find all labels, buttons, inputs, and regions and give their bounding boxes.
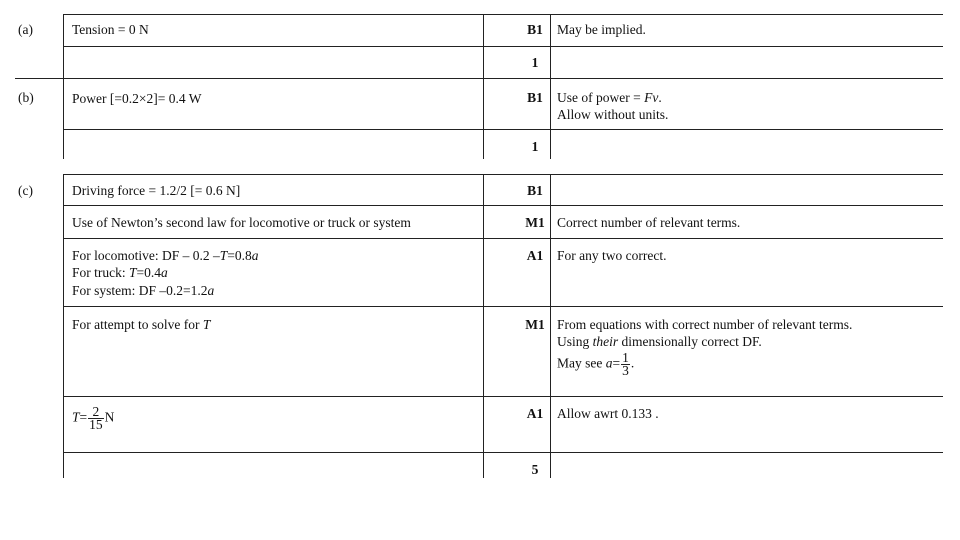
part-c-row5-answer — [72, 406, 114, 431]
part-c-row4-answer — [72, 316, 210, 333]
part-a-total: 1 — [531, 55, 539, 70]
part-a-mark: B1 — [527, 22, 543, 37]
part-c-row2-answer: Use of Newton’s second law for locomotive or truck or system — [72, 215, 411, 230]
part-c-row3-line3 — [72, 282, 214, 299]
may-see-frac-den: 3 — [622, 363, 629, 378]
table-a-left-border — [63, 14, 64, 78]
tension-frac-num: 2 — [88, 406, 104, 419]
part-c-row1-answer: Driving force = 1.2/2 [= 0.6 N] — [72, 183, 241, 198]
table-b-left-border — [63, 78, 64, 159]
may-see-var: a — [605, 355, 613, 371]
table-a-top-rule — [63, 14, 943, 15]
truck-eq-var: T — [129, 265, 137, 280]
part-c-row4-guidance-line3 — [557, 352, 634, 377]
part-c-row4-guidance-line1: From equations with correct number of relevant terms. — [557, 317, 853, 332]
truck-eq-var2: a — [161, 265, 168, 280]
truck-eq-b: =0.4 — [136, 265, 162, 280]
tension-fraction — [88, 406, 104, 431]
locomotive-eq-b: =0.8 — [227, 248, 252, 263]
system-eq-var: a — [207, 283, 215, 298]
locomotive-eq-a: DF – 0.2 – — [162, 248, 220, 263]
tension-var: T — [72, 409, 80, 425]
system-label: For system: — [72, 283, 136, 298]
may-see-text: May see — [557, 355, 603, 371]
using-text: Using — [557, 334, 590, 349]
tension-unit: N — [104, 409, 115, 425]
locomotive-eq-var: T — [219, 248, 228, 263]
part-c-row3-line1 — [72, 247, 259, 264]
part-c-row4-guidance-line2 — [557, 333, 762, 350]
part-a-label: (a) — [18, 22, 33, 37]
system-eq-a: DF –0.2=1.2 — [138, 283, 208, 298]
table-c-row-rule-3 — [63, 306, 943, 307]
part-c-row1-mark: B1 — [527, 183, 543, 198]
solve-prefix: For attempt to solve for — [72, 317, 200, 332]
may-see-frac-num: 1 — [622, 350, 629, 365]
part-c-row5-guidance: Allow awrt 0.133 . — [557, 406, 659, 421]
part-c-label: (c) — [18, 183, 33, 198]
part-b-answer-prefix: Power — [72, 91, 107, 106]
locomotive-label: For locomotive: — [72, 248, 159, 263]
tension-frac-den: 15 — [89, 417, 103, 432]
part-a-guidance: May be implied. — [557, 22, 646, 37]
table-c-left-border — [63, 174, 64, 478]
their-text: their — [592, 334, 619, 349]
part-c-row2-mark: M1 — [525, 215, 545, 230]
part-b-answer — [72, 90, 201, 107]
part-b-total: 1 — [531, 139, 539, 154]
part-b-guidance-formula: Fv — [644, 90, 659, 105]
part-c-total: 5 — [531, 462, 539, 477]
table-ab-mark-column-border — [483, 14, 484, 159]
may-see-suffix: . — [630, 355, 635, 371]
table-c-row-rule-1 — [63, 205, 943, 206]
locomotive-eq-var2: a — [251, 248, 259, 263]
table-ab-divider-rule — [15, 78, 943, 79]
part-b-guidance-prefix: Use of power = — [557, 90, 645, 105]
part-b-answer-suffix: = 0.4 W — [157, 91, 202, 106]
part-b-guidance-line1 — [557, 89, 662, 106]
table-c-row-rule-5 — [63, 452, 943, 453]
table-b-row-rule — [63, 129, 943, 130]
part-c-row5-mark: A1 — [526, 406, 544, 421]
part-a-answer: Tension = 0 N — [72, 22, 149, 37]
part-b-guidance-suffix: . — [658, 90, 662, 105]
tension-eq: = — [79, 409, 88, 425]
may-see-eq: = — [612, 355, 621, 371]
part-c-row4-mark: M1 — [525, 317, 545, 332]
part-b-mark: B1 — [527, 90, 543, 105]
part-c-row3-guidance: For any two correct. — [557, 248, 667, 263]
truck-label: For truck: — [72, 265, 126, 280]
part-b-label: (b) — [18, 90, 34, 105]
table-a-row-rule — [63, 46, 943, 47]
table-c-row-rule-4 — [63, 396, 943, 397]
table-c-mark-column-border — [483, 174, 484, 478]
part-c-row3-mark: A1 — [526, 248, 544, 263]
part-c-row3-line2 — [72, 264, 168, 281]
dimensionally-text: dimensionally correct DF. — [621, 334, 762, 349]
part-c-row2-guidance: Correct number of relevant terms. — [557, 215, 741, 230]
solve-var: T — [202, 317, 211, 332]
table-c-row-rule-2 — [63, 238, 943, 239]
table-c-top-rule — [63, 174, 943, 175]
part-b-answer-bracket: [=0.2×2] — [109, 91, 158, 106]
may-see-fraction — [621, 352, 630, 377]
part-b-guidance-line2: Allow without units. — [557, 107, 669, 122]
